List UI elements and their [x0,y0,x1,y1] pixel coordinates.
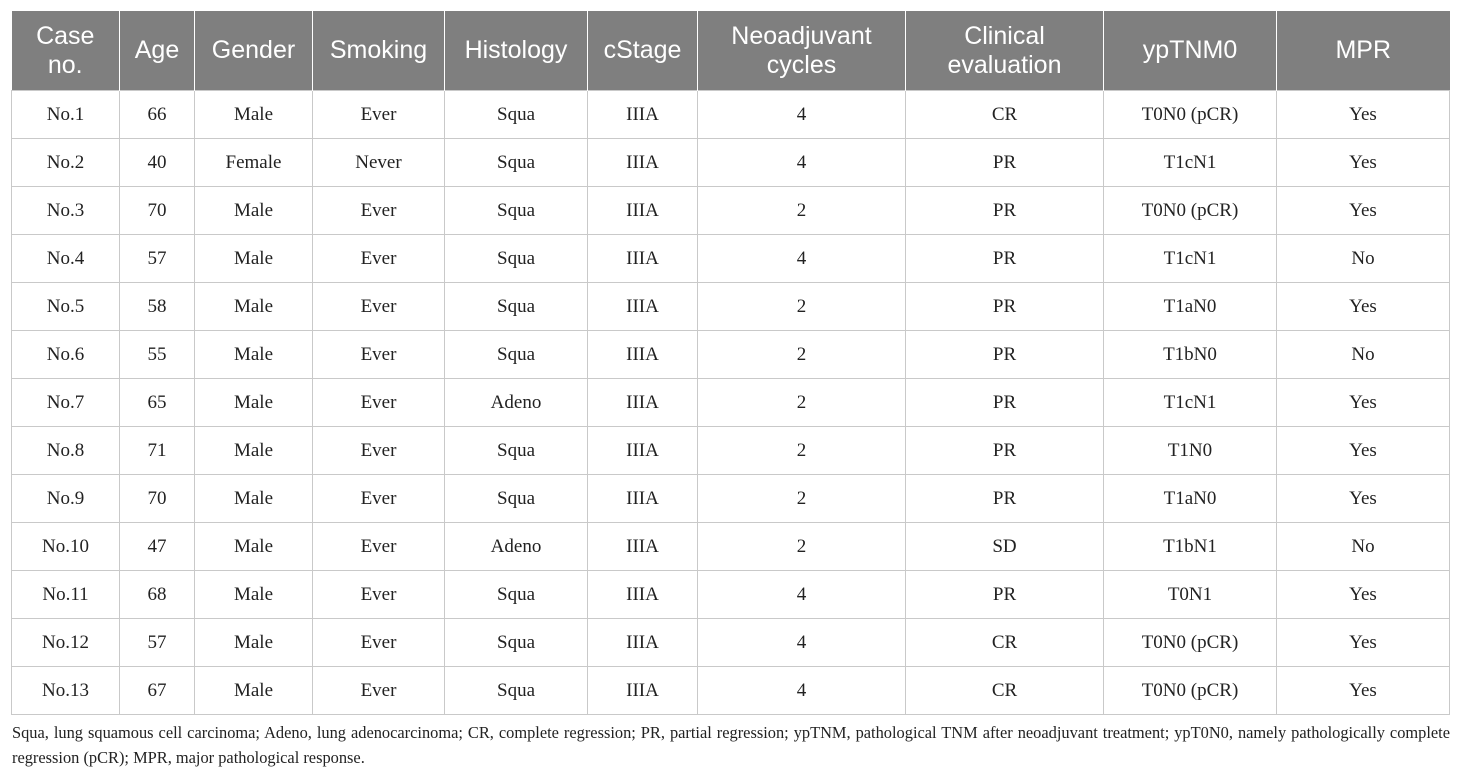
cell-clinical-evaluation: CR [906,619,1104,667]
table-row [12,235,1450,283]
cell-case-no: No.5 [12,283,120,331]
cell-case-no: No.1 [12,91,120,139]
cell-case-no: No.12 [12,619,120,667]
cell-smoking: Ever [313,91,445,139]
cell-age: 70 [120,187,195,235]
cell-mpr: Yes [1277,427,1450,475]
cell-age: 55 [120,331,195,379]
cell-cstage: IIIA [588,91,698,139]
table-row [12,379,1450,427]
cell-smoking: Ever [313,379,445,427]
cell-gender: Male [195,379,313,427]
table-footnote: Squa, lung squamous cell carcinoma; Adeno, lung adenocarcinoma; CR, complete regression; PR, partial regression; ypTNM, pathological TNM after neoadjuvant treatment; ypT0N0, namely pathologically complete regression (pCR); MPR, major pathological response. [12,723,1450,767]
cell-age: 58 [120,283,195,331]
cell-neoadjuvant-cycles: 2 [698,331,906,379]
cell-gender: Male [195,571,313,619]
cell-age: 57 [120,235,195,283]
cell-mpr: Yes [1277,283,1450,331]
cell-age: 70 [120,475,195,523]
cell-yptnm0: T1bN0 [1104,331,1277,379]
cell-clinical-evaluation: CR [906,667,1104,715]
table-row [12,331,1450,379]
table-row [12,523,1450,571]
header-yptnm0: ypTNM0 [1104,11,1277,91]
cell-age: 71 [120,427,195,475]
cell-age: 57 [120,619,195,667]
table-header [12,11,1450,91]
cell-yptnm0: T0N0 (pCR) [1104,667,1277,715]
cell-gender: Male [195,523,313,571]
cell-mpr: No [1277,235,1450,283]
cell-clinical-evaluation: PR [906,427,1104,475]
cell-clinical-evaluation: PR [906,187,1104,235]
header-clinical-evaluation: Clinical evaluation [906,11,1104,91]
cell-neoadjuvant-cycles: 2 [698,523,906,571]
cell-mpr: Yes [1277,619,1450,667]
cell-neoadjuvant-cycles: 4 [698,571,906,619]
cell-yptnm0: T1cN1 [1104,379,1277,427]
cell-cstage: IIIA [588,427,698,475]
cell-neoadjuvant-cycles: 4 [698,619,906,667]
cell-case-no: No.8 [12,427,120,475]
cell-age: 65 [120,379,195,427]
header-mpr: MPR [1277,11,1450,91]
cell-yptnm0: T0N0 (pCR) [1104,187,1277,235]
cell-smoking: Ever [313,187,445,235]
cell-gender: Male [195,187,313,235]
cell-histology: Squa [445,475,588,523]
cell-histology: Adeno [445,523,588,571]
cell-case-no: No.4 [12,235,120,283]
cell-case-no: No.3 [12,187,120,235]
header-case-no: Case no. [12,11,120,91]
header-gender: Gender [195,11,313,91]
header-smoking: Smoking [313,11,445,91]
cell-histology: Squa [445,139,588,187]
header-neoadjuvant-cycles: Neoadjuvant cycles [698,11,906,91]
header-cstage: cStage [588,11,698,91]
cell-mpr: Yes [1277,139,1450,187]
cell-cstage: IIIA [588,331,698,379]
cell-smoking: Ever [313,475,445,523]
cell-smoking: Ever [313,667,445,715]
cell-clinical-evaluation: PR [906,571,1104,619]
cell-gender: Male [195,475,313,523]
header-age: Age [120,11,195,91]
cell-histology: Adeno [445,379,588,427]
cell-neoadjuvant-cycles: 2 [698,187,906,235]
cell-gender: Male [195,235,313,283]
cell-gender: Male [195,331,313,379]
header-row [12,11,1450,91]
cell-case-no: No.11 [12,571,120,619]
cell-mpr: Yes [1277,475,1450,523]
table-row [12,283,1450,331]
cell-histology: Squa [445,667,588,715]
cell-neoadjuvant-cycles: 2 [698,427,906,475]
cell-case-no: No.10 [12,523,120,571]
cell-yptnm0: T0N0 (pCR) [1104,619,1277,667]
cell-gender: Male [195,667,313,715]
cell-yptnm0: T1N0 [1104,427,1277,475]
data-table-container [11,11,1449,715]
cell-yptnm0: T1aN0 [1104,475,1277,523]
cell-clinical-evaluation: SD [906,523,1104,571]
cell-cstage: IIIA [588,235,698,283]
cell-neoadjuvant-cycles: 2 [698,283,906,331]
cell-neoadjuvant-cycles: 4 [698,139,906,187]
cell-clinical-evaluation: CR [906,91,1104,139]
cell-clinical-evaluation: PR [906,283,1104,331]
cell-yptnm0: T0N1 [1104,571,1277,619]
cell-age: 67 [120,667,195,715]
cell-yptnm0: T1cN1 [1104,139,1277,187]
table-row [12,91,1450,139]
table-row [12,571,1450,619]
cell-gender: Female [195,139,313,187]
cell-smoking: Ever [313,571,445,619]
cell-yptnm0: T0N0 (pCR) [1104,91,1277,139]
cell-case-no: No.2 [12,139,120,187]
patient-characteristics-table [11,11,1450,715]
cell-mpr: Yes [1277,571,1450,619]
cell-neoadjuvant-cycles: 4 [698,235,906,283]
cell-histology: Squa [445,91,588,139]
cell-smoking: Ever [313,619,445,667]
cell-smoking: Ever [313,283,445,331]
cell-cstage: IIIA [588,667,698,715]
cell-clinical-evaluation: PR [906,475,1104,523]
cell-cstage: IIIA [588,139,698,187]
cell-age: 68 [120,571,195,619]
cell-age: 47 [120,523,195,571]
table-row [12,427,1450,475]
cell-mpr: No [1277,331,1450,379]
table-row [12,187,1450,235]
cell-case-no: No.7 [12,379,120,427]
cell-neoadjuvant-cycles: 4 [698,91,906,139]
cell-cstage: IIIA [588,379,698,427]
cell-mpr: Yes [1277,187,1450,235]
cell-case-no: No.9 [12,475,120,523]
cell-mpr: Yes [1277,667,1450,715]
cell-yptnm0: T1cN1 [1104,235,1277,283]
cell-cstage: IIIA [588,571,698,619]
table-row [12,139,1450,187]
table-row [12,667,1450,715]
cell-clinical-evaluation: PR [906,331,1104,379]
cell-gender: Male [195,427,313,475]
cell-gender: Male [195,619,313,667]
table-row [12,619,1450,667]
cell-mpr: No [1277,523,1450,571]
cell-mpr: Yes [1277,379,1450,427]
cell-age: 66 [120,91,195,139]
cell-cstage: IIIA [588,523,698,571]
cell-neoadjuvant-cycles: 4 [698,667,906,715]
cell-age: 40 [120,139,195,187]
cell-cstage: IIIA [588,475,698,523]
cell-gender: Male [195,91,313,139]
cell-histology: Squa [445,619,588,667]
cell-cstage: IIIA [588,619,698,667]
cell-histology: Squa [445,571,588,619]
cell-yptnm0: T1bN1 [1104,523,1277,571]
cell-smoking: Ever [313,331,445,379]
cell-smoking: Ever [313,523,445,571]
cell-histology: Squa [445,187,588,235]
cell-neoadjuvant-cycles: 2 [698,475,906,523]
cell-gender: Male [195,283,313,331]
cell-clinical-evaluation: PR [906,379,1104,427]
cell-cstage: IIIA [588,187,698,235]
cell-smoking: Ever [313,235,445,283]
cell-clinical-evaluation: PR [906,235,1104,283]
table-body [12,91,1450,715]
cell-clinical-evaluation: PR [906,139,1104,187]
cell-cstage: IIIA [588,283,698,331]
cell-smoking: Ever [313,427,445,475]
cell-case-no: No.6 [12,331,120,379]
cell-mpr: Yes [1277,91,1450,139]
cell-histology: Squa [445,235,588,283]
cell-yptnm0: T1aN0 [1104,283,1277,331]
cell-neoadjuvant-cycles: 2 [698,379,906,427]
cell-histology: Squa [445,331,588,379]
cell-case-no: No.13 [12,667,120,715]
cell-smoking: Never [313,139,445,187]
table-row [12,475,1450,523]
cell-histology: Squa [445,283,588,331]
cell-histology: Squa [445,427,588,475]
header-histology: Histology [445,11,588,91]
